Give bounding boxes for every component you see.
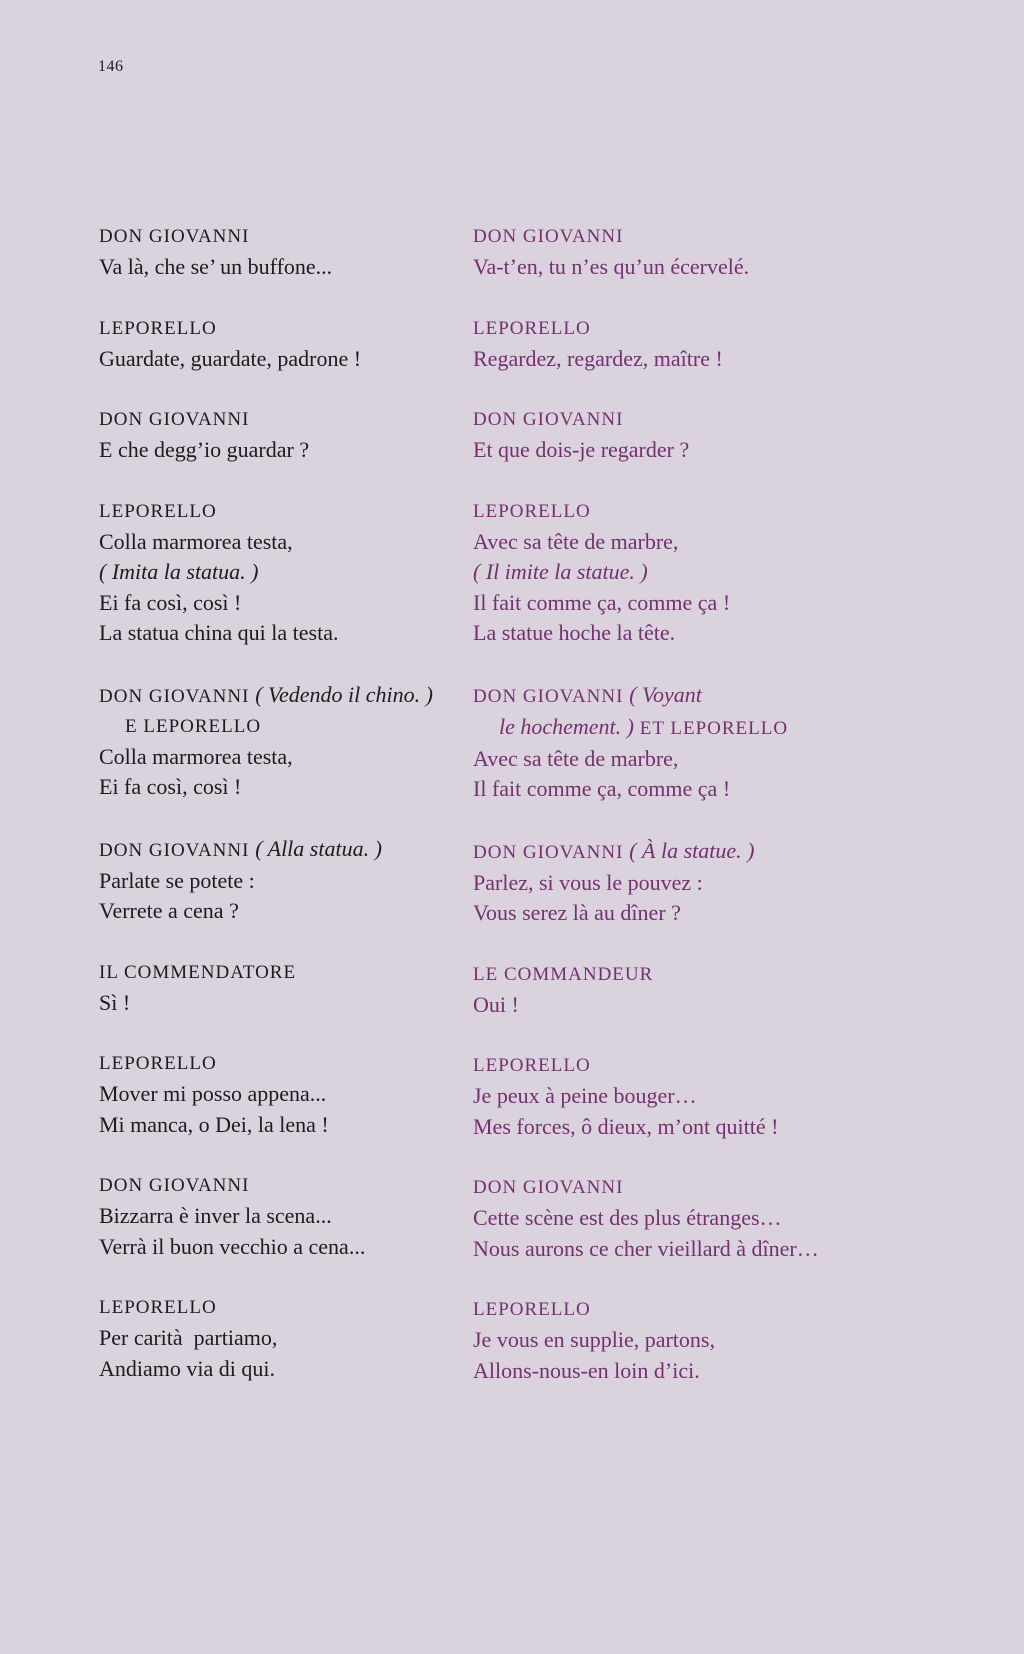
speaker-name: DON GIOVANNI xyxy=(99,839,250,861)
speaker-name: E LEPORELLO xyxy=(125,715,262,737)
verse-line: Il fait comme ça, comme ça ! xyxy=(473,589,731,615)
verse-line: Mover mi posso appena... xyxy=(99,1081,327,1106)
dialogue-block xyxy=(99,1049,479,1140)
verse-line: Verrà il buon vecchio a cena... xyxy=(99,1233,366,1259)
stage-direction: ( Il imite la statue. ) xyxy=(473,559,648,584)
speaker-heading xyxy=(99,834,479,866)
speaker-name: DON GIOVANNI xyxy=(473,1177,624,1198)
speaker-name: DON GIOVANNI xyxy=(99,226,250,247)
speaker-name: IL COMMENDATORE xyxy=(99,961,297,983)
speaker-name: DON GIOVANNI xyxy=(473,841,624,863)
verse-line: Et que dois-je regarder ? xyxy=(473,437,690,462)
dialogue-block xyxy=(473,405,853,466)
verse-line: Mi manca, o Dei, la lena ! xyxy=(99,1111,329,1137)
verse-line: Cette scène est des plus étranges… xyxy=(473,1205,782,1230)
verse-line: Colla marmorea testa, xyxy=(99,743,293,769)
speaker-name: LEPORELLO xyxy=(473,500,591,522)
verse-line: Vous serez là au dîner ? xyxy=(473,900,681,925)
speaker-name: LEPORELLO xyxy=(99,1297,217,1318)
speaker-name: LE COMMANDEUR xyxy=(473,963,654,985)
dialogue-block xyxy=(473,314,853,375)
dialogue-block xyxy=(99,405,479,466)
verse-line: Ei fa così, così ! xyxy=(99,774,242,799)
verse-line: Parlez, si vous le pouvez : xyxy=(473,869,703,895)
dialogue-block xyxy=(473,222,853,283)
verse-line: Allons-nous-en loin d’ici. xyxy=(473,1357,700,1383)
speaker-name: DON GIOVANNI xyxy=(99,685,250,707)
dialogue-block xyxy=(99,1293,479,1384)
verse-line: E che degg’io guardar ? xyxy=(99,437,310,462)
speaker-name: LEPORELLO xyxy=(473,1055,591,1076)
dialogue-block xyxy=(99,314,479,375)
verse-line: La statue hoche la tête. xyxy=(473,620,676,645)
dialogue-block xyxy=(99,1171,479,1262)
dialogue-block xyxy=(473,1295,853,1386)
dialogue-block xyxy=(473,836,853,929)
verse-line: Andiamo via di qui. xyxy=(99,1355,275,1381)
verse-line: Je vous en supplie, partons, xyxy=(473,1327,715,1352)
speaker-name: LEPORELLO xyxy=(99,317,217,339)
verse-line: Ei fa così, così ! xyxy=(99,589,242,615)
stage-direction: le hochement. ) xyxy=(499,713,634,739)
stage-direction: ( Imita la statua. ) xyxy=(99,559,259,584)
verse-line: Je peux à peine bouger… xyxy=(473,1083,697,1108)
dialogue-block xyxy=(473,1051,853,1142)
speaker-name: DON GIOVANNI xyxy=(473,685,624,707)
stage-direction: ( Alla statua. ) xyxy=(255,835,382,861)
speaker-name: DON GIOVANNI xyxy=(99,1175,250,1196)
verse-line: Nous aurons ce cher vieillard à dîner… xyxy=(473,1235,819,1261)
verse-line: Oui ! xyxy=(473,991,519,1017)
dialogue-block xyxy=(99,958,479,1019)
verse-line: Avec sa tête de marbre, xyxy=(473,528,679,554)
speaker-name: DON GIOVANNI xyxy=(473,409,624,430)
speaker-heading xyxy=(473,680,853,712)
speaker-name: LEPORELLO xyxy=(99,500,217,522)
page-number: 146 xyxy=(98,58,124,75)
speaker-name: DON GIOVANNI xyxy=(99,409,250,430)
verse-line: Va-t’en, tu n’es qu’un écervelé. xyxy=(473,254,750,279)
verse-line: Avec sa tête de marbre, xyxy=(473,745,679,771)
stage-direction: ( Voyant xyxy=(629,681,702,707)
speaker-name: LEPORELLO xyxy=(473,1299,591,1320)
verse-line: Guardate, guardate, padrone ! xyxy=(99,345,362,371)
dialogue-block xyxy=(99,834,479,927)
dialogue-block xyxy=(473,960,853,1021)
italian-column xyxy=(99,222,479,1415)
speaker-heading-continued xyxy=(473,712,853,744)
dialogue-block xyxy=(473,497,853,649)
verse-line: Mes forces, ô dieux, m’ont quitté ! xyxy=(473,1113,779,1139)
dialogue-block xyxy=(99,680,479,803)
dialogue-block xyxy=(99,497,479,649)
stage-direction: ( Vedendo il chino. ) xyxy=(255,681,433,707)
speaker-heading xyxy=(99,680,479,712)
stage-direction: ( À la statue. ) xyxy=(629,837,755,863)
verse-line: Sì ! xyxy=(99,989,131,1015)
verse-line: Verrete a cena ? xyxy=(99,898,239,923)
french-column xyxy=(473,222,853,1417)
speaker-heading xyxy=(473,836,853,868)
verse-line: Per carità partiamo, xyxy=(99,1325,278,1350)
speaker-name: ET LEPORELLO xyxy=(639,717,789,739)
verse-line: La statua china qui la testa. xyxy=(99,620,339,645)
verse-line: Colla marmorea testa, xyxy=(99,528,293,554)
dialogue-block xyxy=(473,680,853,805)
verse-line: Regardez, regardez, maître ! xyxy=(473,345,723,371)
speaker-name: LEPORELLO xyxy=(473,317,591,339)
speaker-name: DON GIOVANNI xyxy=(473,226,624,247)
verse-line: Parlate se potete : xyxy=(99,867,255,893)
verse-line: Va là, che se’ un buffone... xyxy=(99,254,333,279)
dialogue-block xyxy=(473,1173,853,1264)
verse-line: Il fait comme ça, comme ça ! xyxy=(473,776,731,801)
verse-line: Bizzarra è inver la scena... xyxy=(99,1203,332,1228)
speaker-name: LEPORELLO xyxy=(99,1053,217,1074)
dialogue-block xyxy=(99,222,479,283)
